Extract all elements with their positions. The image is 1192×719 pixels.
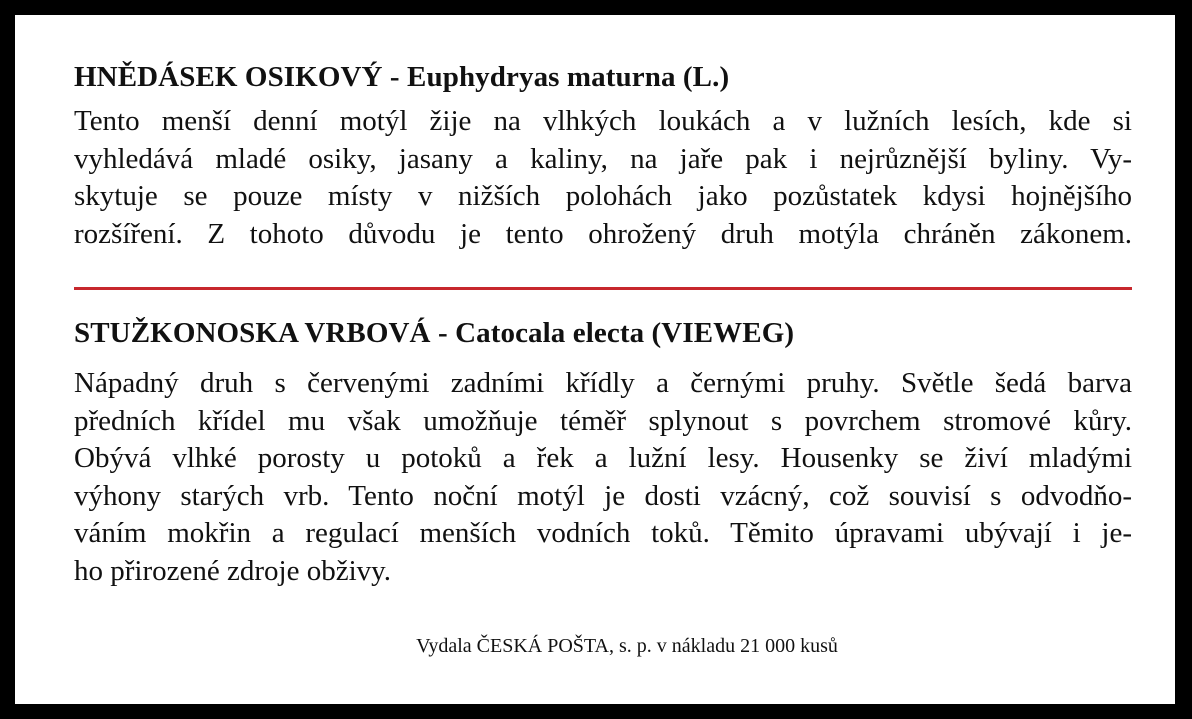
text-line: ho přirozené zdroje obživy. (74, 554, 391, 587)
text-line: skytuje se pouze místy v nižších polohách jako pozůstatek kdysi hojnějšího (74, 180, 1132, 212)
section1-common-name: HNĚDÁSEK OSIKOVÝ (74, 61, 383, 93)
publisher-footer: Vydala ČESKÁ POŠTA, s. p. v nákladu 21 000 kusů (416, 635, 838, 657)
text-line: Nápadný druh s červenými zadními křídly a černými pruhy. Světle šedá barva (74, 367, 1132, 399)
info-card (15, 15, 1175, 704)
section2-latin-name: Catocala electa (VIEWEG) (455, 317, 795, 349)
section2-separator: - (430, 317, 456, 349)
section1-separator: - (382, 61, 408, 93)
section1-latin-name: Euphydryas maturna (L.) (407, 61, 730, 93)
section2-heading (74, 317, 794, 350)
section1-description (74, 103, 1134, 253)
text-line: Obývá vlhké porosty u potoků a řek a lužní lesy. Housenky se živí mladými (74, 442, 1132, 474)
section1-heading (74, 61, 729, 94)
text-line: výhony starých vrb. Tento noční motýl je dosti vzácný, což souvisí s odvodňo- (74, 479, 1132, 512)
text-line: vyhledává mladé osiky, jasany a kaliny, na jaře pak i nejrůznější byliny. Vy- (74, 142, 1132, 175)
section2-common-name: STUŽKONOSKA VRBOVÁ (74, 317, 431, 349)
text-line: předních křídel mu však umožňuje téměř splynout s povrchem stromové kůry. (74, 404, 1132, 437)
text-line: Tento menší denní motýl žije na vlhkých loukách a v lužních lesích, kde si (74, 105, 1132, 137)
text-line: váním mokřin a regulací menších vodních toků. Těmito úpravami ubývají i je- (74, 517, 1132, 549)
text-line: rozšíření. Z tohoto důvodu je tento ohrožený druh motýla chráněn zákonem. (74, 217, 1132, 250)
red-divider (74, 287, 1132, 290)
section2-description (74, 365, 1134, 590)
